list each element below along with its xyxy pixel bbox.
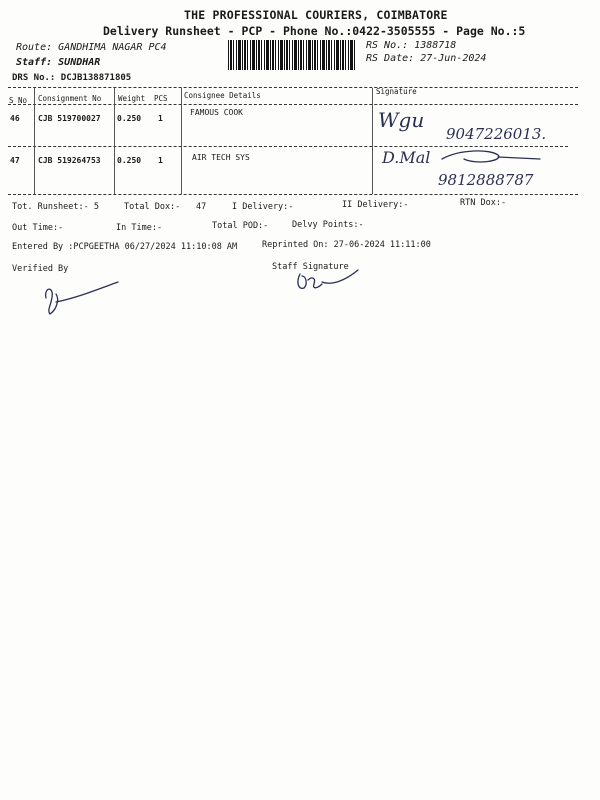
drs-value: DCJB138871805 xyxy=(60,73,132,83)
route-value: GANDHIMA NAGAR PC4 xyxy=(58,42,167,53)
table-bottom-rule xyxy=(8,194,578,195)
row-signature xyxy=(376,105,576,147)
col-divider xyxy=(34,88,35,194)
drs-line xyxy=(12,73,131,83)
signature-phone: 9047226013. xyxy=(446,125,547,143)
row-consignment: CJB 519700027 xyxy=(38,114,101,123)
row-sno: 46 xyxy=(10,114,20,123)
verified-by-label: Verified By xyxy=(12,264,69,274)
header-pcs: PCS xyxy=(154,94,168,103)
staff-signature-mark xyxy=(292,266,362,298)
header-consignment: Consignment No xyxy=(38,94,102,103)
signature-stroke xyxy=(298,270,358,288)
col-divider xyxy=(372,88,373,194)
rs-no-line xyxy=(366,40,456,51)
row-weight: 0.250 xyxy=(117,114,142,123)
rs-no-value: 1388718 xyxy=(414,40,457,51)
row-pcs: 1 xyxy=(158,114,163,123)
row-weight: 0.250 xyxy=(117,156,142,165)
out-time: Out Time:- xyxy=(12,223,64,233)
tot-runsheet: Tot. Runsheet:- 5 xyxy=(12,202,99,212)
row-pcs: 1 xyxy=(158,156,163,165)
rs-no-label: RS No.: xyxy=(366,40,409,51)
header-weight: Weight xyxy=(118,94,146,103)
header-consignee: Consignee Details xyxy=(184,91,261,100)
ii-delivery: II Delivery:- xyxy=(342,200,409,210)
route-label: Route: xyxy=(16,42,53,53)
row-sno: 47 xyxy=(10,156,20,165)
signature-stroke xyxy=(46,282,118,314)
in-time: In Time:- xyxy=(116,223,163,233)
route-line xyxy=(16,42,167,53)
header-sno: S No xyxy=(9,96,28,105)
total-dox-label: Total Dox:- xyxy=(124,202,181,212)
rtn-dox: RTN Dox:- xyxy=(460,198,507,208)
row-signature xyxy=(380,145,580,191)
drs-label: DRS No.: xyxy=(12,73,56,83)
rs-date-value: 27-Jun-2024 xyxy=(420,53,487,64)
header-signature: Signature xyxy=(376,87,417,96)
staff-label: Staff: xyxy=(16,57,53,68)
total-dox-value: 47 xyxy=(196,202,207,212)
row-consignee: FAMOUS COOK xyxy=(190,108,243,117)
i-delivery: I Delivery:- xyxy=(232,202,294,212)
total-pod: Total POD:- xyxy=(212,221,269,231)
staff-signature-label: Staff Signature xyxy=(272,262,349,272)
table-top-rule xyxy=(8,87,578,88)
entered-by: Entered By :PCPGEETHA 06/27/2024 11:10:08 AM xyxy=(12,242,238,252)
row-consignment: CJB 519264753 xyxy=(38,156,101,165)
staff-value: SUNDHAR xyxy=(58,57,101,68)
barcode-image xyxy=(228,40,356,70)
staff-line xyxy=(16,57,100,68)
reprinted-on: Reprinted On: 27-06-2024 11:11:00 xyxy=(262,240,431,250)
runsheet-title: Delivery Runsheet - PCP - Phone No.:0422-3505555 - Page No.:5 xyxy=(103,24,526,38)
signature-name: Wgu xyxy=(378,108,425,132)
rs-date-line xyxy=(366,53,486,64)
company-title: THE PROFESSIONAL COURIERS, COIMBATORE xyxy=(184,8,448,22)
signature-stroke xyxy=(442,151,540,162)
rs-date-label: RS Date: xyxy=(366,53,415,64)
col-divider xyxy=(114,88,115,194)
signature-name: D.Mal xyxy=(382,148,431,167)
signature-phone: 9812888787 xyxy=(438,171,534,189)
row-consignee: AIR TECH SYS xyxy=(192,153,250,162)
delvy-points: Delvy Points:- xyxy=(292,220,364,230)
col-divider xyxy=(181,88,182,194)
verifier-signature xyxy=(36,280,126,320)
